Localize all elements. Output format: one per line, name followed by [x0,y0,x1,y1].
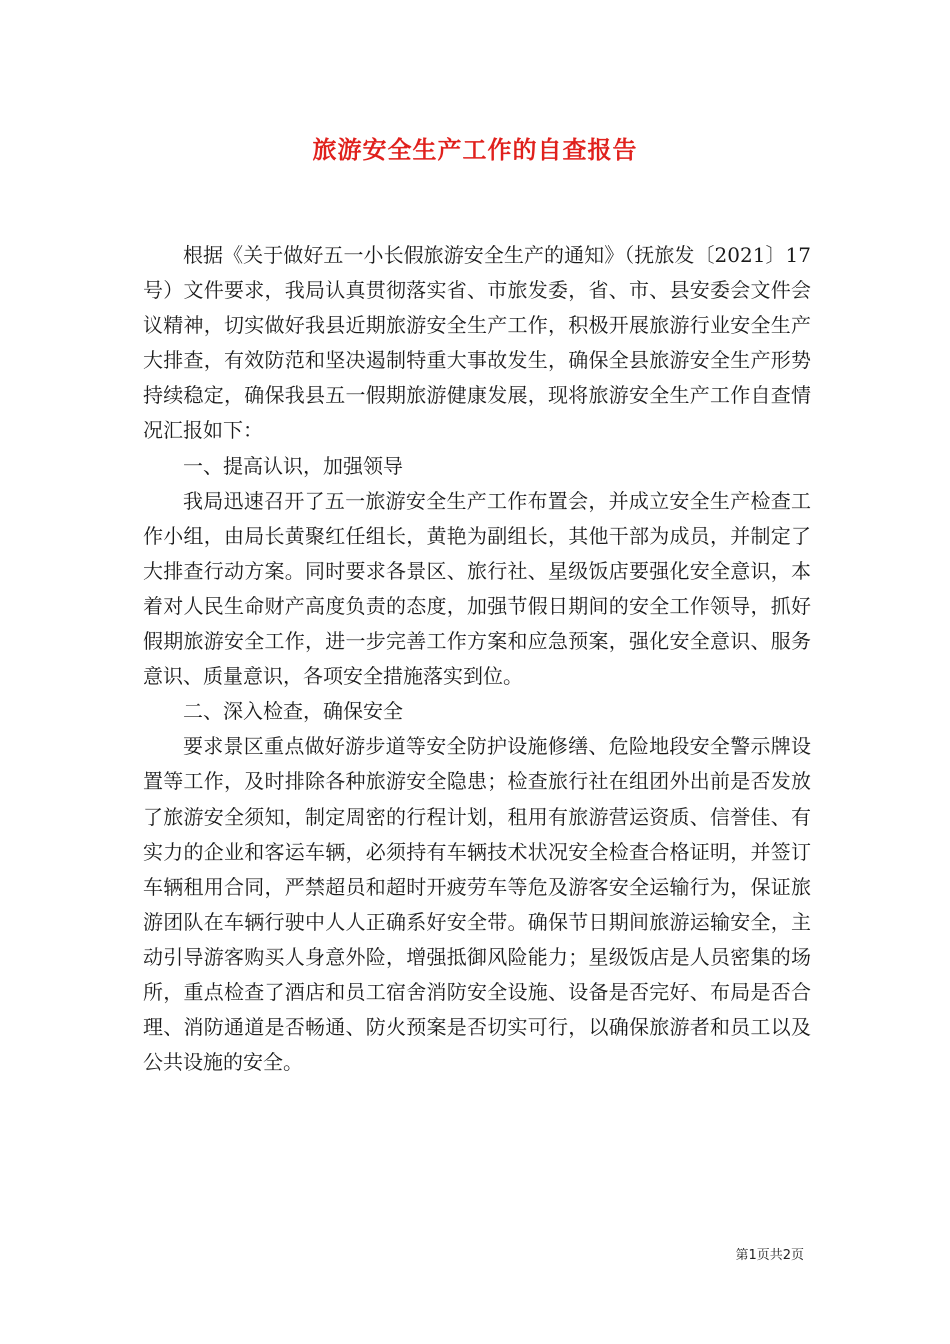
document-body [143,238,811,1080]
paragraph-section-1: 我局迅速召开了五一旅游安全生产工作布置会，并成立安全生产检查工作小组，由局长黄聚红任组长，黄艳为副组长，其他干部为成员，并制定了大排查行动方案。同时要求各景区、旅行社、星级饭店要强化安全意识，本着对人民生命财产高度负责的态度，加强节假日期间的安全工作领导，抓好假期旅游安全工作，进一步完善工作方案和应急预案，强化安全意识、服务意识、质量意识，各项安全措施落实到位。 [143,488,811,689]
section-heading-1: 一、提高认识，加强领导 [183,453,403,478]
paragraph-section-2: 要求景区重点做好游步道等安全防护设施修缮、危险地段安全警示牌设置等工作，及时排除各种旅游安全隐患；检查旅行社在组团外出前是否发放了旅游安全须知，制定周密的行程计划，租用有旅游营运资质、信誉佳、有实力的企业和客运车辆，必须持有车辆技术状况安全检查合格证明，并签订车辆租用合同，严禁超员和超时开疲劳车等危及游客安全运输行为，保证旅游团队在车辆行驶中人人正确系好安全带。确保节日期间旅游运输安全，主动引导游客购买人身意外险，增强抵御风险能力；星级饭店是人员密集的场所，重点检查了酒店和员工宿舍消防安全设施、设备是否完好、布局是否合理、消防通道是否畅通、防火预案是否切实可行，以确保旅游者和员工以及公共设施的安全。 [143,734,811,1075]
section-heading-2: 二、深入检查，确保安全 [183,699,403,724]
paragraph-intro: 根据《关于做好五一小长假旅游安全生产的通知》（抚旅发〔2021〕17号）文件要求，我局认真贯彻落实省、市旅发委，省、市、县安委会文件会议精神，切实做好我县近期旅游安全生产工作，积极开展旅游行业安全生产大排查，有效防范和坚决遏制特重大事故发生，确保全县旅游安全生产形势持续稳定，确保我县五一假期旅游健康发展，现将旅游安全生产工作自查情况汇报如下： [143,243,811,443]
page-number: 第1页共2页 [735,1248,804,1263]
page-title: 旅游安全生产工作的自查报告 [312,135,638,164]
